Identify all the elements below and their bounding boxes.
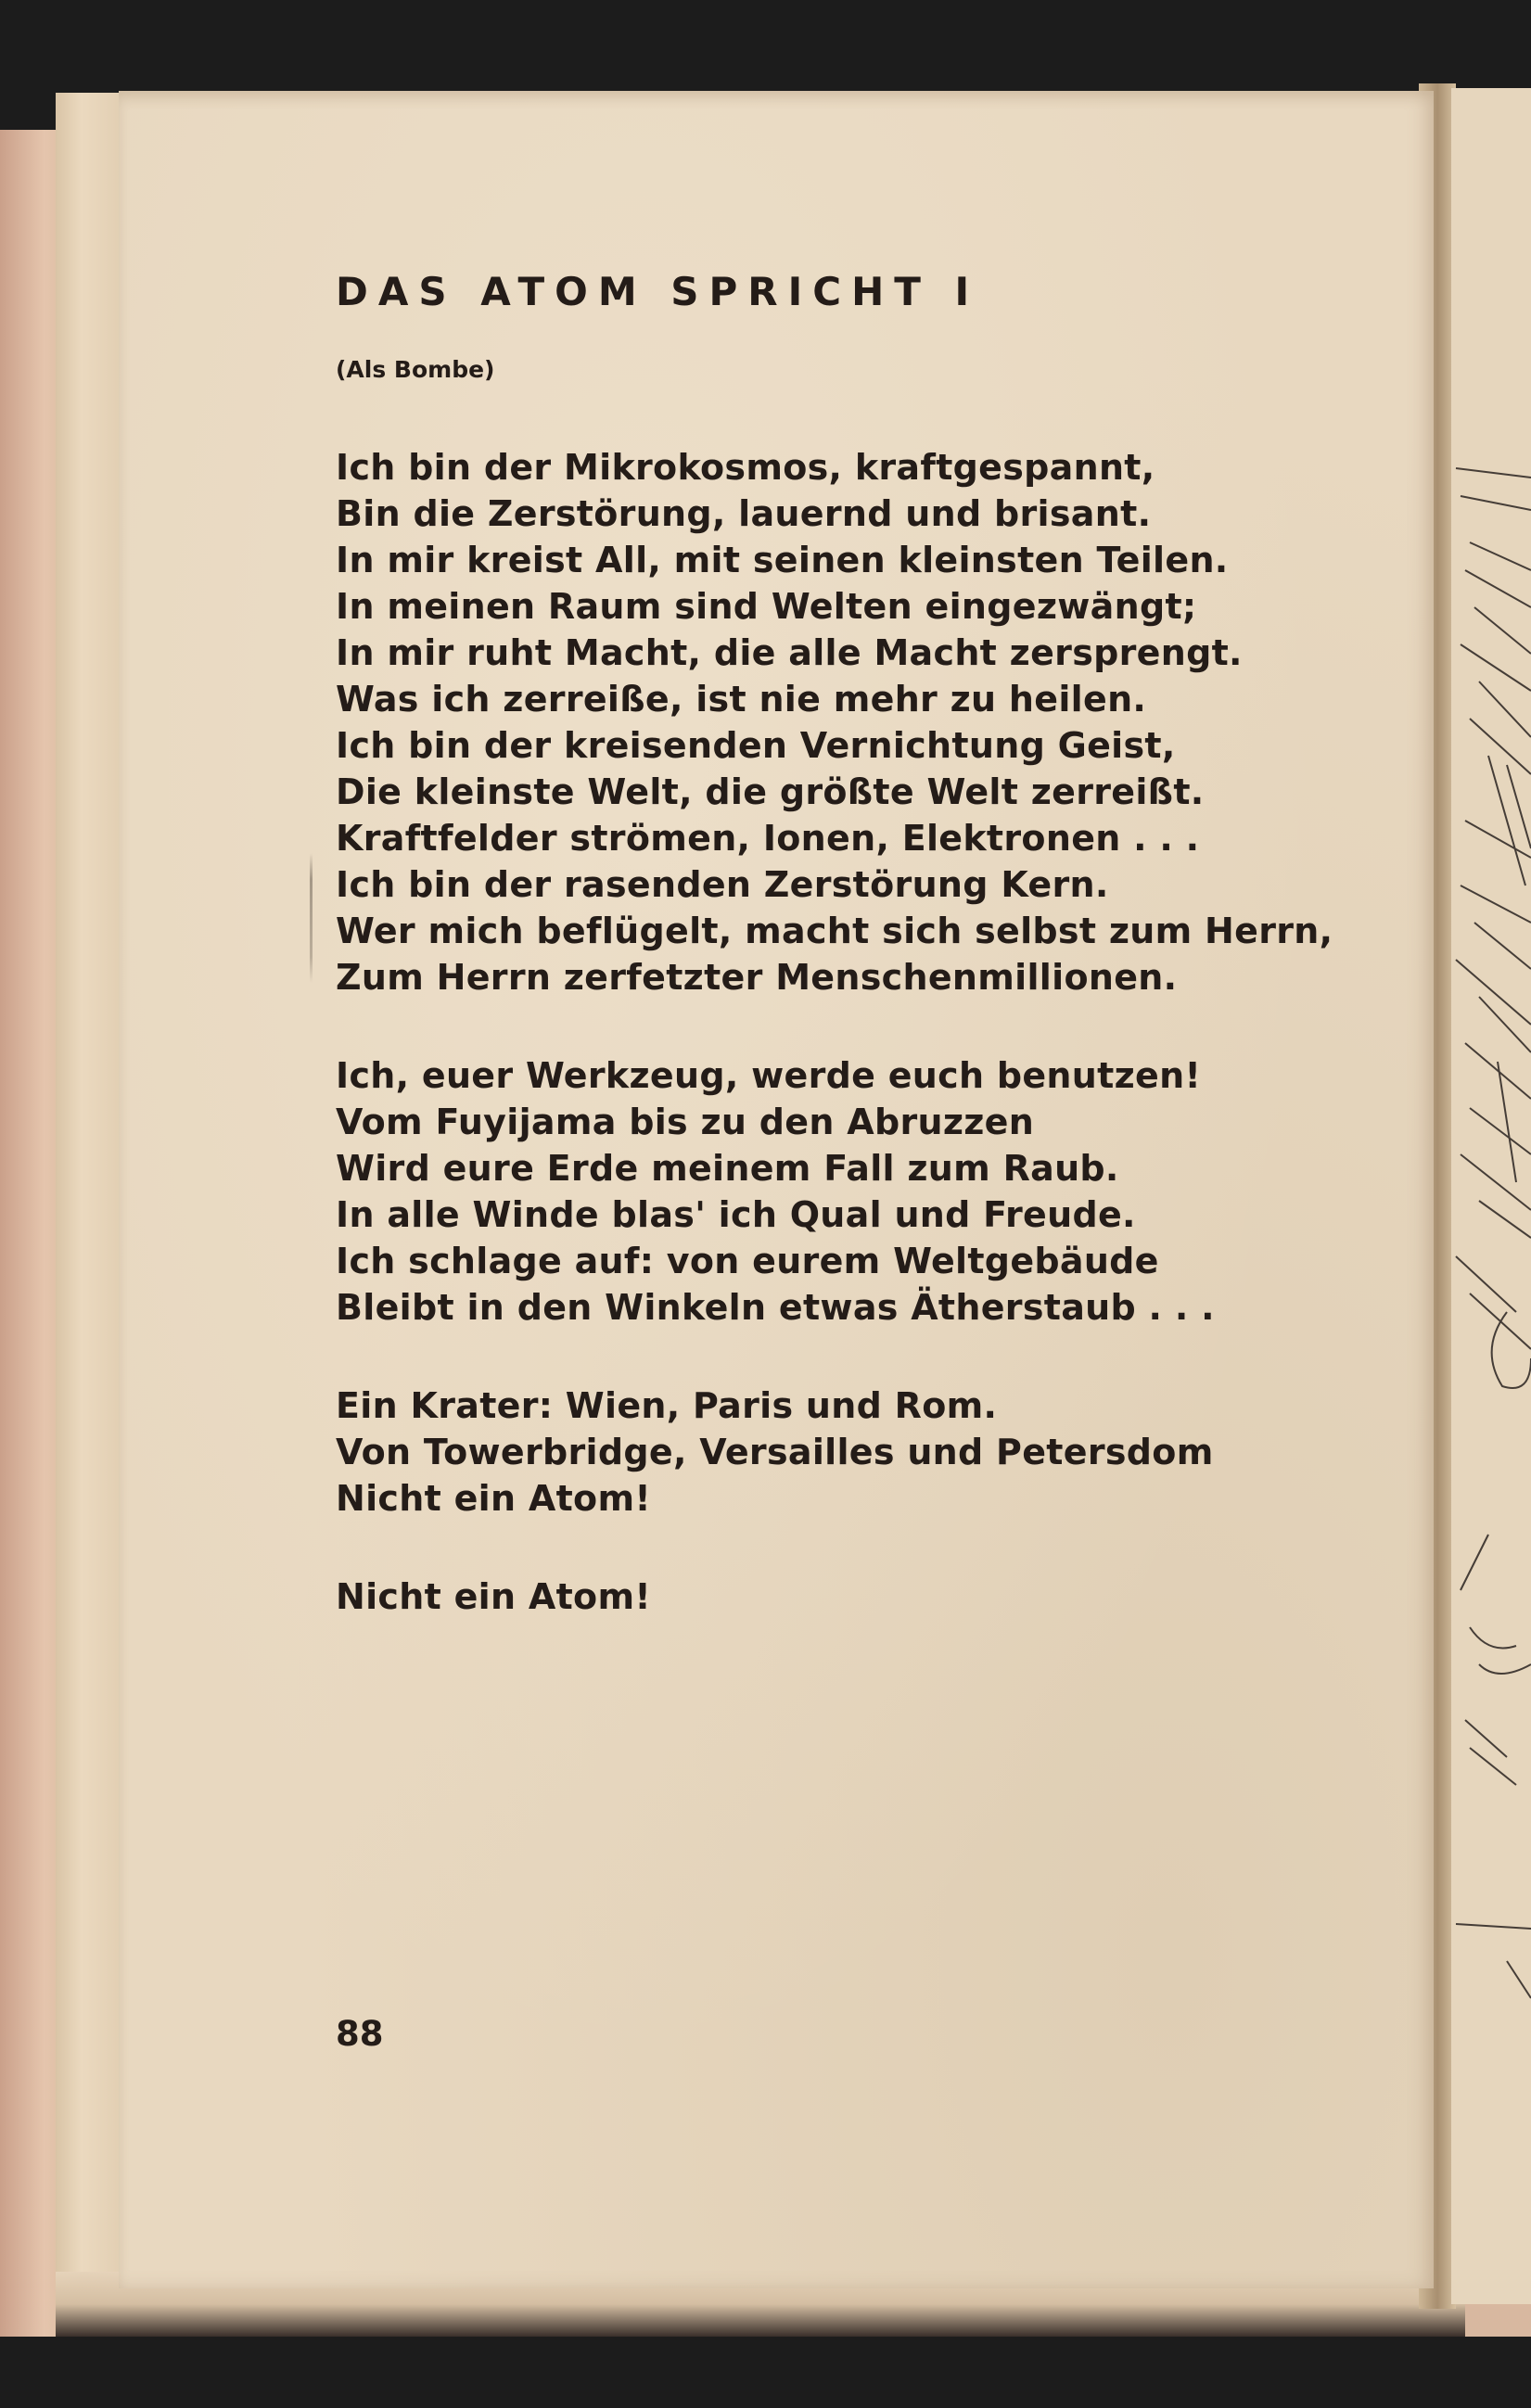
stanza-4 [336,1573,1374,1620]
stanza-2 [336,1052,1374,1331]
poem-line: In alle Winde blas' ich Qual und Freude. [336,1194,1136,1235]
poem-line: Zum Herrn zerfetzter Menschenmillionen. [336,957,1178,998]
poem-line: Nicht ein Atom! [336,1478,651,1519]
poem-line: Wird eure Erde meinem Fall zum Raub. [336,1148,1119,1189]
poem-line: Kraftfelder strömen, Ionen, Elektronen . . . [336,818,1200,859]
poem-line: Nicht ein Atom! [336,1576,651,1617]
poem-subtitle: (Als Bombe) [336,356,495,383]
poem-line: In meinen Raum sind Welten eingezwängt; [336,586,1197,627]
facing-page-sliver [1451,88,1531,2304]
poem-line: Bin die Zerstörung, lauernd und brisant. [336,493,1152,534]
page-stack-left [56,93,122,2300]
poem-line: Ich, euer Werkzeug, werde euch benutzen! [336,1055,1202,1096]
poem-line: Was ich zerreiße, ist nie mehr zu heilen. [336,679,1147,720]
poem-line: Ich bin der Mikrokosmos, kraftgespannt, [336,447,1155,488]
stanza-3 [336,1382,1374,1522]
poem-line: Ich schlage auf: von eurem Weltgebäude [336,1241,1159,1281]
page-number: 88 [336,2014,384,2054]
facing-page-illustration [1451,88,1531,2304]
poem-line: Ein Krater: Wien, Paris und Rom. [336,1385,998,1426]
poem-line: Wer mich beflügelt, macht sich selbst zum Herrn, [336,911,1333,951]
poem-line: Vom Fuyijama bis zu den Abruzzen [336,1102,1035,1142]
poem-line: In mir kreist All, mit seinen kleinsten Teilen. [336,540,1229,580]
poem-title: DAS ATOM SPRICHT I [336,269,980,314]
poem-line: Ich bin der rasenden Zerstörung Kern. [336,864,1109,905]
poem-line: Von Towerbridge, Versailles und Petersdom [336,1432,1214,1472]
poem-line: In mir ruht Macht, die alle Macht zersprengt. [336,632,1243,673]
poem-line: Bleibt in den Winkeln etwas Ätherstaub . . . [336,1287,1215,1328]
pencil-margin-mark [310,853,313,983]
poem-line: Die kleinste Welt, die größte Welt zerreißt. [336,771,1205,812]
stanza-1 [336,444,1374,1000]
poem [336,264,1374,1620]
poem-line: Ich bin der kreisenden Vernichtung Geist, [336,725,1176,766]
